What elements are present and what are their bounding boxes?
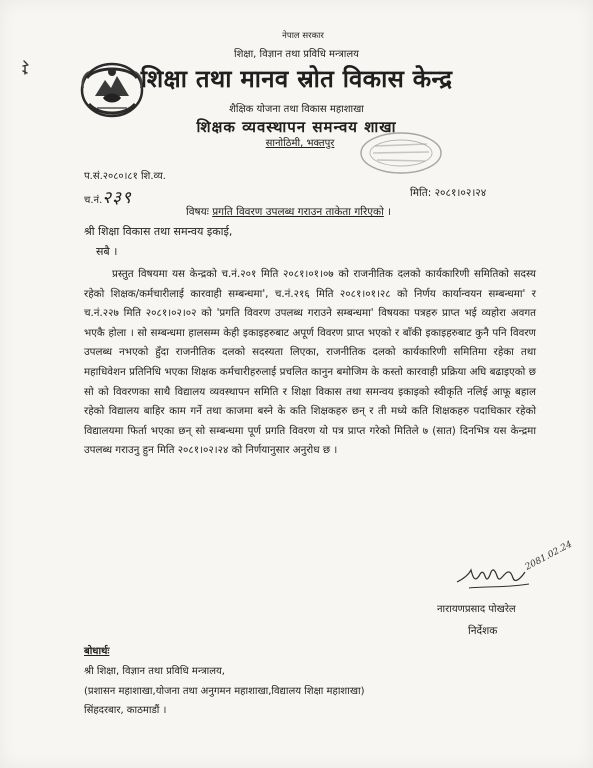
division-name: शैक्षिक योजना तथा विकास महाशाखा: [229, 104, 364, 115]
subject-label: विषयः: [186, 206, 209, 218]
section-name: शिक्षक व्यवस्थापन समन्वय शाखा: [196, 118, 397, 136]
government-label: नेपाल सरकार: [282, 31, 324, 41]
dispatch-number: [84, 185, 132, 208]
cc-line: सिंहदरबार, काठमाडौं ।: [84, 705, 167, 716]
cc-line: (प्रशासन महाशाखा,योजना तथा अनुगमन महाशाखा,विद्यालय शिक्षा महाशाखा): [84, 686, 365, 697]
recipient-all: सबै ।: [96, 245, 118, 258]
subject-end: ।: [383, 206, 392, 218]
office-address: सानोठिमी, भक्तपुर: [265, 138, 335, 149]
subject-text: प्रगति विवरण उपलब्ध गराउन ताकेता गरिएको: [212, 206, 384, 218]
office-stamp-icon: [355, 126, 447, 180]
letter-date: मिति: २०८१।०२।२४: [410, 187, 487, 199]
cc-line: श्री शिक्षा, विज्ञान तथा प्रविधि मन्त्रालय,: [84, 666, 225, 677]
signature-date: 2081.02.24: [523, 539, 574, 573]
signature-icon: [455, 539, 574, 600]
dispatch-value: २३९: [102, 188, 132, 208]
ministry-name: शिक्षा, विज्ञान तथा प्रविधि मन्त्रालय: [234, 49, 359, 60]
recipient-line: श्री शिक्षा विकास तथा समन्वय इकाई,: [84, 225, 233, 238]
letter-body: प्रस्तुत विषयमा यस केन्द्रको च.नं.२०१ मिति २०८१।०१।०७ को राजनीतिक दलको कार्यकारिणी समितिको सदस्य रहेको शिक्षक/कर्मचारीलाई कारवाही सम्बन्धमा', च.नं.२१६ मिति २०८१।०१।२८ को निर्णय कार्यान्वयन सम्बन्धमा' र च.नं.२२७ मिति २०८१।०२।०२ को 'प्रगति विवरण उपलब्ध गराउने सम्बन्धमा' विषयका पत्रहरु प्राप्त भई व्यहोरा अवगत भएकै होला । सो सम्बन्धमा हालसम्म केही इकाइहरुबाट अपूर्ण विवरण प्राप्त भएको र बाँकी इकाइहरुबाट कुनै पनि विवरण उपलब्ध नभएको हुँदा राजनीतिक दलको सदस्यता लिएका, राजनीतिक दलको कार्यकारिणी समितिमा रहेका तथा महाधिवेशन प्रतिनिधि भएका शिक्षक कर्मचारीहरुलाई प्रचलित कानुन बमोजिम के कस्तो कारवाही प्रक्रिया अघि बढाइएको छ सो को विवरणका साथै विद्यालय व्यवस्थापन समिति र शिक्षा विकास तथा समन्वय इकाइको स्वीकृति नलिई आफू बहाल रहेको विद्यालय बाहिर काम गर्ने तथा काजमा बस्ने के कति शिक्षकहरु छन् र ती मध्ये कति शिक्षकहरु पदाधिकार रहेको विद्यालयमा फिर्ता भएका छन् सो सम्बन्धमा पूर्ण प्रगति विवरण यो पत्र प्राप्त गरेको मितिले ७ (सात) दिनभित्र यस केन्द्रमा उपलब्ध गराउनु हुन मिति २०८१।०२।२४ को निर्णयानुसार अनुरोध छ ।: [84, 268, 536, 457]
signatory-name: नारायणप्रसाद पोखरेल: [437, 604, 516, 615]
reference-number: प.सं.२०८०।८१ शि.व्य.: [84, 171, 166, 182]
subject-line: [186, 205, 391, 219]
office-title: शिक्षा तथा मानव स्रोत विकास केन्द्र: [140, 65, 453, 93]
signatory-title: निर्देशक: [468, 625, 498, 637]
dispatch-label: च.नं.: [84, 195, 103, 206]
cc-label: बोधार्थः: [84, 646, 110, 657]
